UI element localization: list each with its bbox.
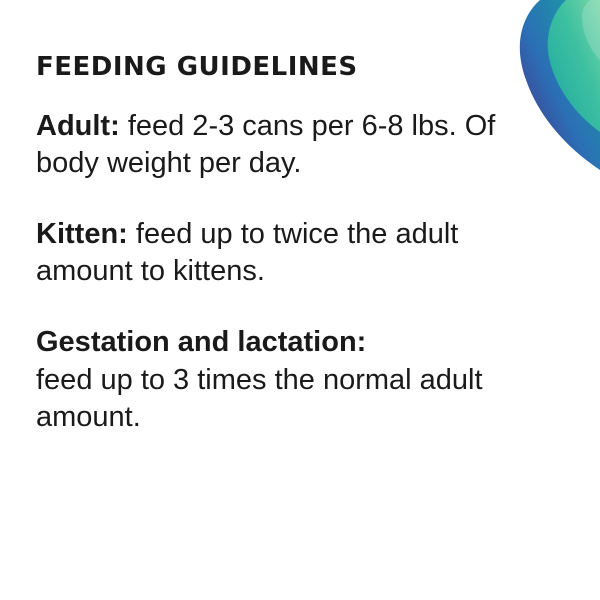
guideline-adult-label: Adult: xyxy=(36,110,120,142)
guideline-gestation-lactation xyxy=(36,324,560,435)
guideline-gestation-lactation-text: feed up to 3 times the normal adult amount. xyxy=(36,363,483,433)
guideline-kitten-label: Kitten: xyxy=(36,218,128,251)
guideline-adult xyxy=(36,108,560,182)
guideline-gestation-lactation-label: Gestation and lactation: xyxy=(36,326,367,359)
guideline-kitten xyxy=(36,216,560,290)
page-title: FEEDING GUIDELINES xyxy=(36,52,358,82)
guideline-adult-text: feed 2-3 cans per 6-8 lbs. Of body weight per day. xyxy=(36,110,496,180)
guideline-kitten-text: feed up to twice the adult amount to kittens. xyxy=(36,218,459,288)
guidelines-content xyxy=(36,52,560,436)
